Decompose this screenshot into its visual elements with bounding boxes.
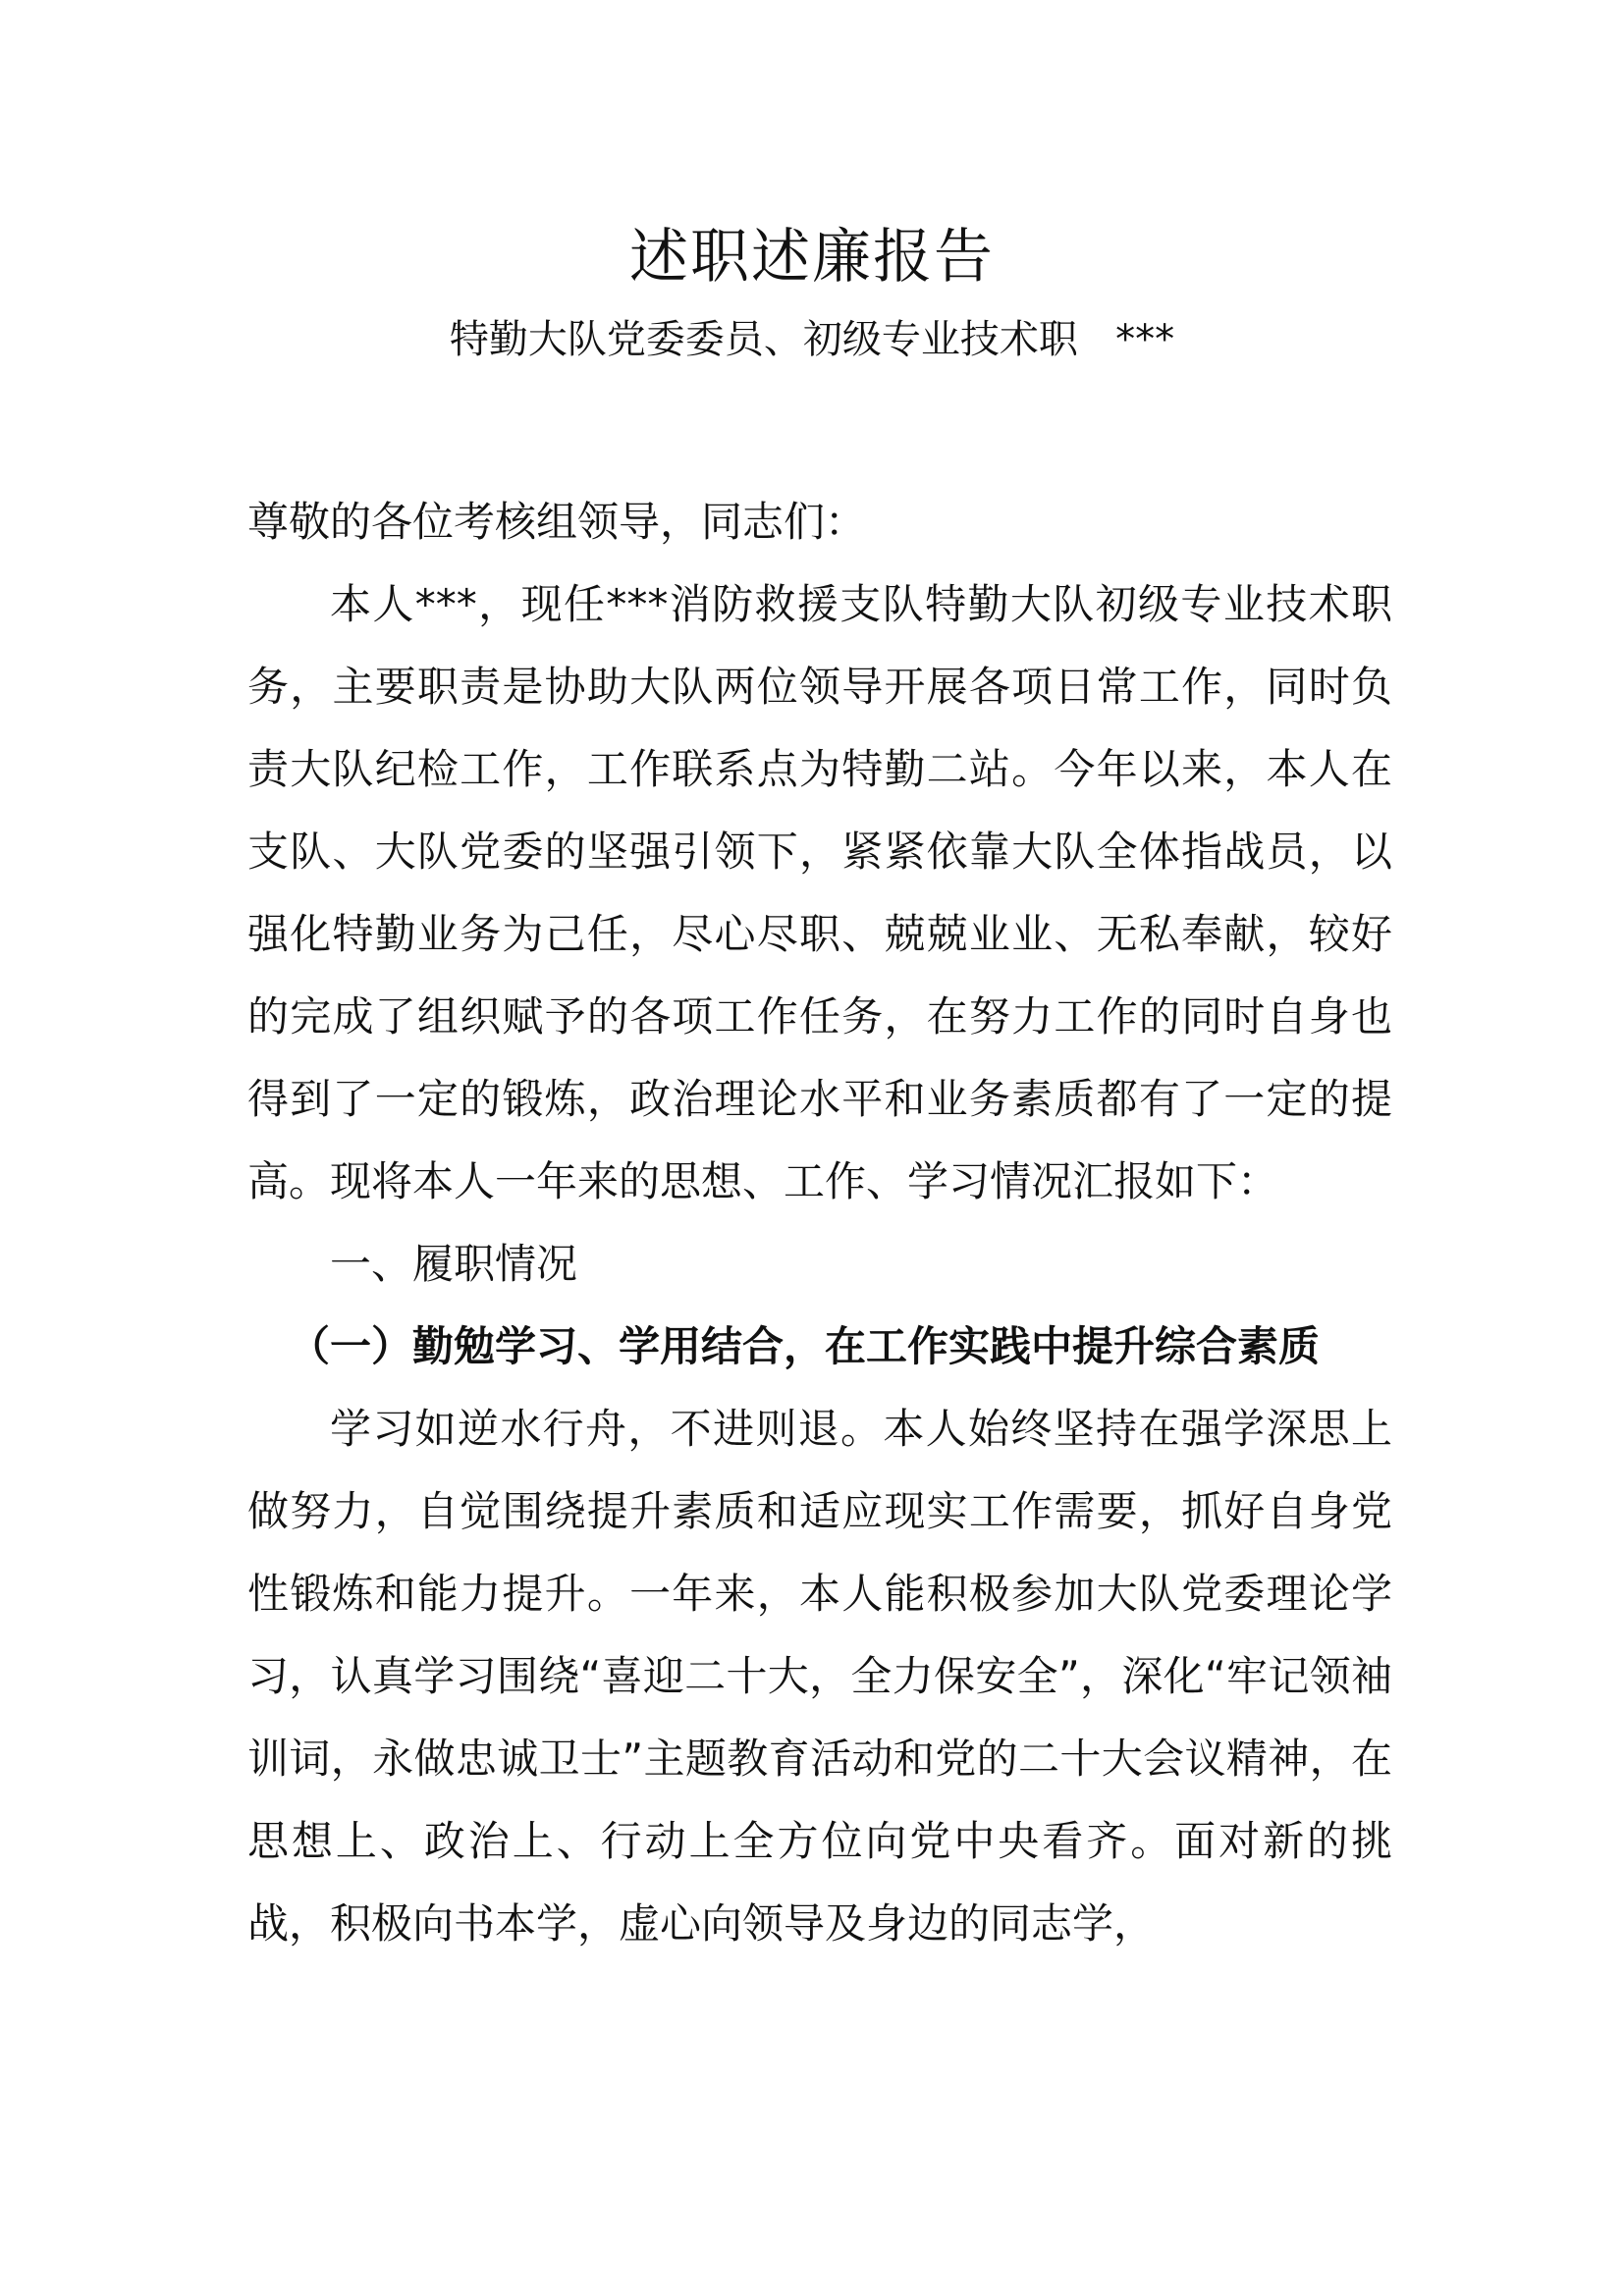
salutation: 尊敬的各位考核组领导，同志们： xyxy=(247,498,867,546)
document-title: 述职述廉报告 xyxy=(629,223,995,292)
section-heading: 一、履职情况 xyxy=(330,1240,578,1288)
paragraph-intro: 本人***，现任***消防救援支队特勤大队初级专业技术职务，主要职责是协助大队两位领导开展各项日常工作，同时负责大队纪检工作，工作联系点为特勤二站。今年以来，本人在支队、大队党委的坚强引领下，紧紧依靠大队全体指战员，以强化特勤业务为己任，尽心尽职、兢兢业业、无私奉献，较好的完成了组织赋予的各项工作任务，在努力工作的同时自身也得到了一定的锻炼，政治理论水平和业务素质都有了一定的提高。现将本人一年来的思想、工作、学习情况汇报如下： xyxy=(247,580,1392,1205)
subsection-heading: （一）勤勉学习、学用结合，在工作实践中提升综合素质 xyxy=(289,1322,1321,1370)
document-subtitle: 特勤大队党委委员、初级专业技术职 *** xyxy=(449,317,1175,362)
paragraph-study: 学习如逆水行舟，不进则退。本人始终坚持在强学深思上做努力，自觉围绕提升素质和适应现实工作需要，抓好自身党性锻炼和能力提升。一年来，本人能积极参加大队党委理论学习，认真学习围绕“喜迎二十大，全力保安全”，深化“牢记领袖训词，永做忠诚卫士”主题教育活动和党的二十大会议精神，在思想上、政治上、行动上全方位向党中央看齐。面对新的挑战，积极向书本学，虚心向领导及身边的同志学， xyxy=(247,1405,1392,1948)
document-body xyxy=(247,481,1392,1965)
